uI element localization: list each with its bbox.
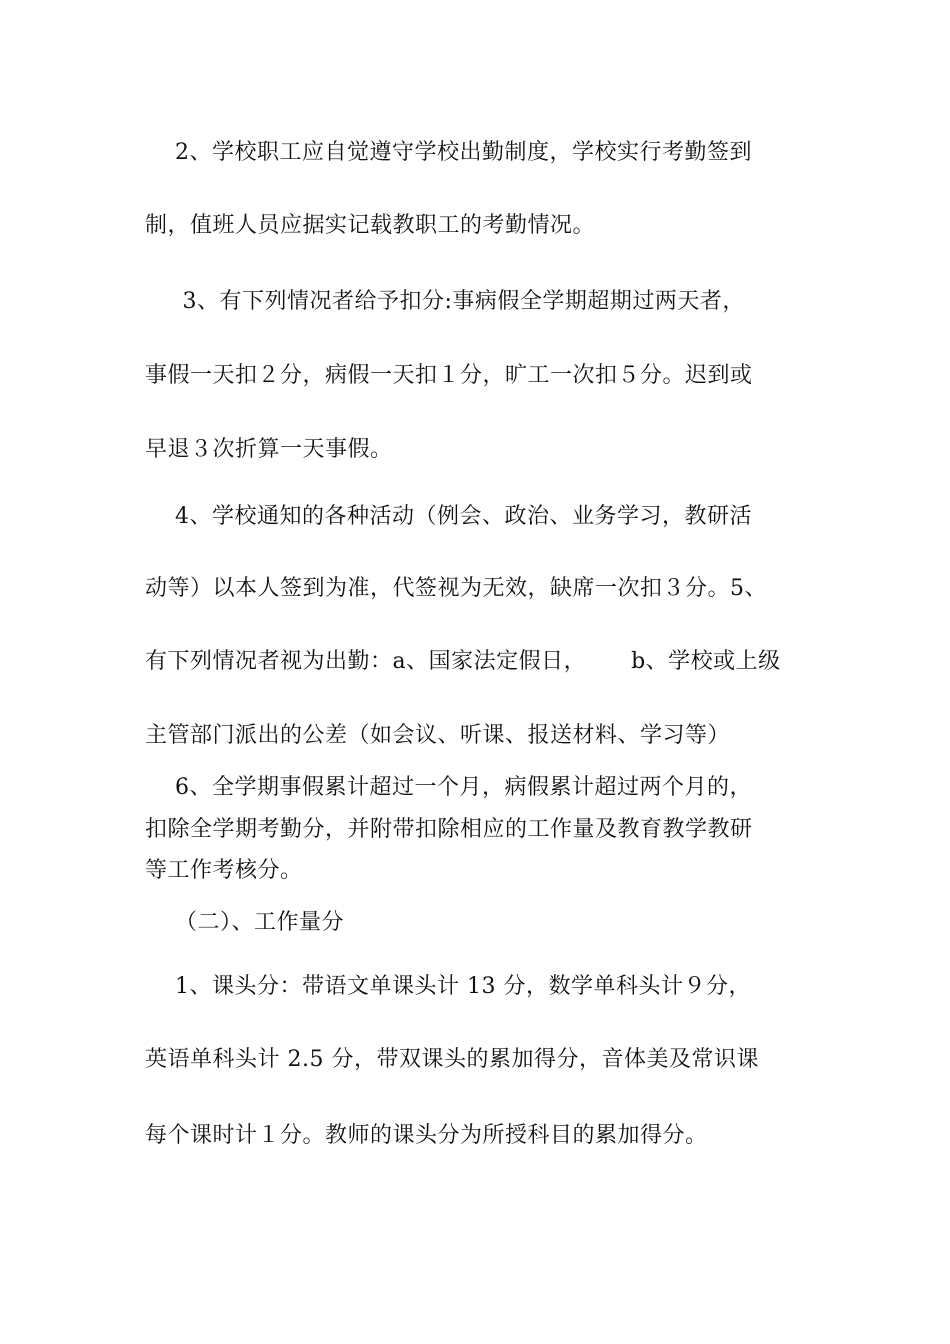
text-line: 制，值班人员应据实记载教职工的考勤情况。 [145,213,596,238]
text-line: 3、有下列情况者给予扣分:事病假全学期超期过两天者， [145,289,745,314]
text-line: 扣除全学期考勤分，并附带扣除相应的工作量及教育教学教研 [145,817,753,842]
text-line: 早退３次折算一天事假。 [145,437,393,462]
text-line: 事假一天扣２分，病假一天扣１分，旷工一次扣５分。迟到或 [145,363,753,388]
text-line: 每个课时计１分。教师的课头分为所授科目的累加得分。 [145,1123,708,1148]
text-line: 2、学校职工应自觉遵守学校出勤制度，学校实行考勤签到 [145,140,752,165]
text-line: 6、全学期事假累计超过一个月，病假累计超过两个月的， [145,775,752,800]
text-line: 英语单科头计 2.5 分，带双课头的累加得分，音体美及常识课 [145,1047,759,1072]
text-line: 4、学校通知的各种活动（例会、政治、业务学习，教研活 [145,504,752,529]
text-line: 1、课头分：带语文单课头计 13 分，数学单科头计９分， [145,974,751,999]
text-line: 等工作考核分。 [145,858,303,883]
text-line: 主管部门派出的公差（如会议、听课、报送材料、学习等） [145,723,731,748]
section-heading: （二）、工作量分 [145,910,344,935]
text-line: 动等）以本人签到为准，代签视为无效，缺席一次扣３分。5、 [145,576,767,601]
text-line: 有下列情况者视为出勤：a、国家法定假日， b、学校或上级 [145,649,781,674]
